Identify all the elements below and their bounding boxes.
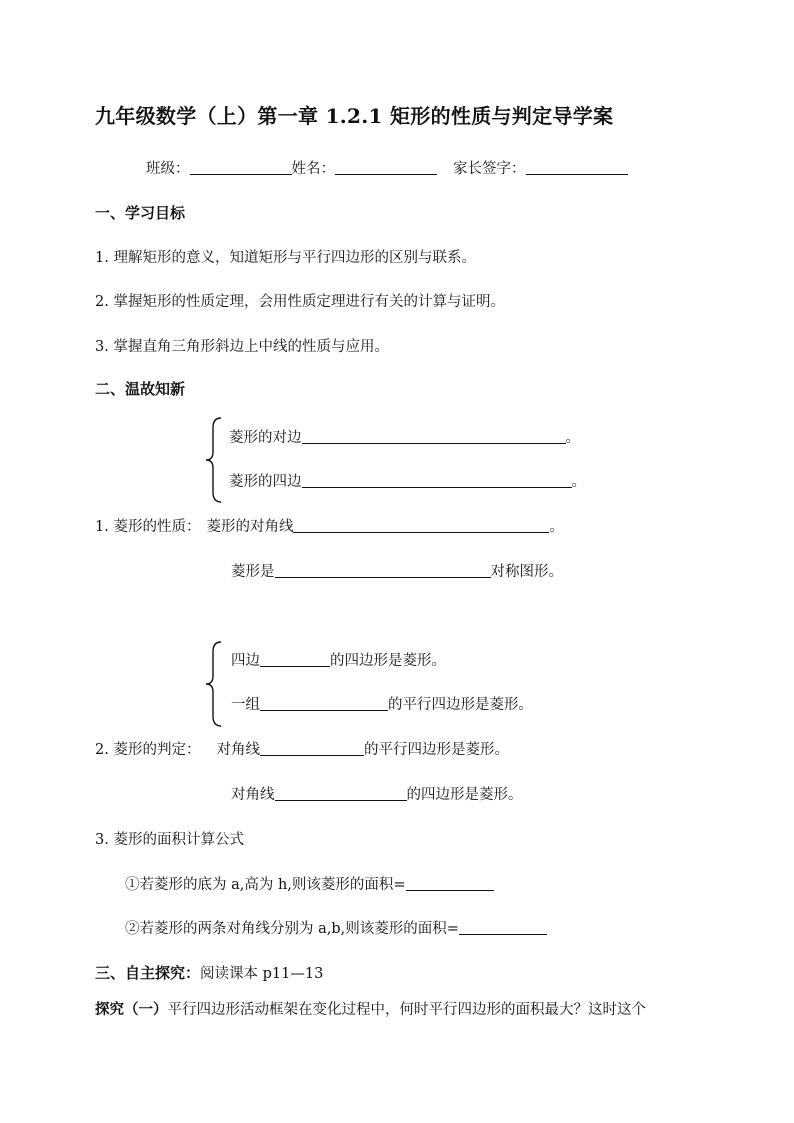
answer-blank[interactable] (260, 695, 388, 711)
section-3-heading-row (95, 962, 323, 983)
answer-blank[interactable] (406, 875, 494, 891)
objective-item: 2. 掌握矩形的性质定理，会用性质定理进行有关的计算与证明。 (95, 294, 505, 310)
class-label: 班级： (146, 161, 190, 177)
area-formula-line: ②若菱形的两条对角线分别为 a,b,则该菱形的面积= (125, 917, 547, 938)
parent-signature-label: 家长签字： (453, 161, 526, 177)
objective-item: 1. 理解矩形的意义，知道矩形与平行四边形的区别与联系。 (95, 250, 476, 266)
section-2-heading: 二、温故知新 (95, 380, 186, 398)
answer-blank[interactable] (302, 428, 566, 444)
reading-assignment: 阅读课本 p11—13 (200, 966, 324, 982)
judgement-line: 2. 菱形的判定： 对角线 的平行四边形是菱形。 (95, 742, 509, 758)
section-1-heading: 一、学习目标 (95, 204, 186, 222)
name-field[interactable] (335, 159, 437, 175)
judgement-line: 一组 的平行四边形是菱形。 (231, 697, 533, 713)
section-3-heading: 三、自主探究： (95, 964, 201, 982)
property-line: 菱形的四边 。 (229, 474, 586, 490)
area-formula-line: ①若菱形的底为 a,高为 h,则该菱形的面积= (125, 873, 494, 894)
property-line: 1. 菱形的性质： 菱形的对角线 。 (95, 519, 564, 535)
page-title: 九年级数学（上）第一章 1.2.1 矩形的性质与判定导学案 (95, 104, 614, 128)
answer-blank[interactable] (293, 517, 549, 533)
explore-row (95, 998, 646, 1019)
answer-blank[interactable] (260, 651, 330, 667)
properties-label: 1. 菱形的性质： (95, 519, 201, 535)
property-line: 菱形是 对称图形。 (231, 564, 563, 580)
class-field[interactable] (190, 159, 292, 175)
brace-icon (203, 640, 223, 728)
answer-blank[interactable] (275, 785, 407, 801)
explore-label: 探究（一） (95, 1001, 168, 1018)
answer-blank[interactable] (459, 919, 547, 935)
judgement-line: 四边 的四边形是菱形。 (231, 653, 446, 669)
name-label: 姓名： (291, 161, 335, 177)
answer-blank[interactable] (302, 472, 572, 488)
parent-signature-field[interactable] (526, 159, 628, 175)
brace-icon (203, 416, 223, 504)
objective-item: 3. 掌握直角三角形斜边上中线的性质与应用。 (95, 339, 389, 355)
info-row (146, 157, 628, 178)
answer-blank[interactable] (260, 740, 364, 756)
area-formula-heading: 3. 菱形的面积计算公式 (95, 832, 244, 848)
judgement-label: 2. 菱形的判定： (95, 742, 201, 758)
explore-question: 平行四边形活动框架在变化过程中，何时平行四边形的面积最大？这时这个 (167, 1002, 646, 1018)
judgement-line: 对角线 的四边形是菱形。 (231, 787, 523, 803)
property-line: 菱形的对边 。 (229, 430, 580, 446)
answer-blank[interactable] (275, 562, 491, 578)
